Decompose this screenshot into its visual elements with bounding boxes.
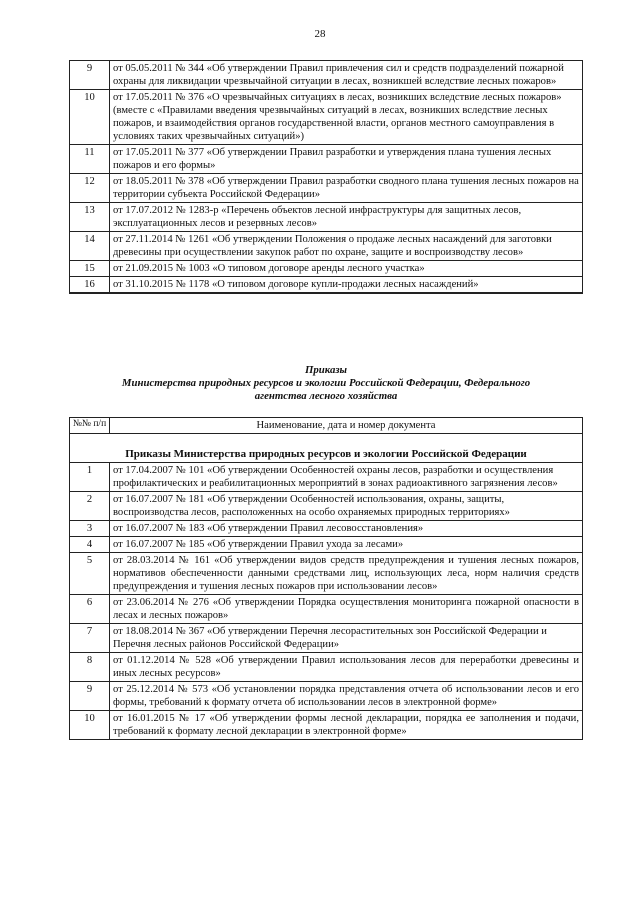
- document-title: от 01.12.2014 № 528 «Об утверждении Правил использования лесов для переработки древесины и иных лесных ресурсов»: [110, 653, 583, 682]
- row-number: 10: [70, 90, 110, 145]
- page-number: 28: [314, 28, 326, 40]
- heading-line: Министерства природных ресурсов и экологии Российской Федерации, Федерального: [121, 377, 531, 389]
- row-number: 9: [70, 682, 110, 711]
- column-header-name: Наименование, дата и номер документа: [110, 418, 583, 434]
- row-number: 4: [70, 537, 110, 553]
- document-title: от 16.07.2007 № 185 «Об утверждении Правил ухода за лесами»: [110, 537, 583, 553]
- table-row: [70, 232, 583, 261]
- row-number: 11: [70, 145, 110, 174]
- table-row: [70, 61, 583, 90]
- row-number: 15: [70, 261, 110, 277]
- table-row: [70, 277, 583, 294]
- row-number: 9: [70, 61, 110, 90]
- document-title: от 18.08.2014 № 367 «Об утверждении Перечня лесорастительных зон Российской Федерации и Перечня лесных районов Российской Федерации»: [110, 624, 583, 653]
- table-header-row: [70, 418, 583, 434]
- heading-line: Приказы: [304, 364, 348, 376]
- row-number: 12: [70, 174, 110, 203]
- row-number: 13: [70, 203, 110, 232]
- orders-section-heading: [69, 364, 583, 403]
- document-title: от 17.04.2007 № 101 «Об утверждении Особенностей охраны лесов, разработки и осуществления профилактических и реабилитационных мероприятий в зонах радиоактивного загрязнения лесов»: [110, 463, 583, 492]
- column-header-number: №№ п/п: [70, 418, 110, 434]
- ministry-orders-table: [69, 417, 583, 740]
- document-title: от 05.05.2011 № 344 «Об утверждении Правил привлечения сил и средств подразделений пожарной охраны для ликвидации чрезвычайной ситуации в лесах, возникшей вследствие лесных пожаров»: [110, 61, 583, 90]
- row-number: 16: [70, 277, 110, 294]
- row-number: 1: [70, 463, 110, 492]
- table-row: [70, 595, 583, 624]
- subsection-row: [70, 434, 583, 463]
- subsection-title: Приказы Министерства природных ресурсов и экологии Российской Федерации: [70, 434, 583, 463]
- table-row: [70, 521, 583, 537]
- document-title: от 16.07.2007 № 181 «Об утверждении Особенностей использования, охраны, защиты, воспроизводства лесов, расположенных на особо охраняемых природных территориях»: [110, 492, 583, 521]
- table-row: [70, 682, 583, 711]
- document-title: от 17.05.2011 № 376 «О чрезвычайных ситуациях в лесах, возникших вследствие лесных пожаров» (вместе с «Правилами введения чрезвычайных ситуаций в лесах, возникших вследствие лесных пожаров, и взаимодействия органов государственной власти, органов местного самоуправления в условиях таких чрезвычайных ситуаций»): [110, 90, 583, 145]
- table-row: [70, 553, 583, 595]
- row-number: 3: [70, 521, 110, 537]
- row-number: 7: [70, 624, 110, 653]
- document-title: от 21.09.2015 № 1003 «О типовом договоре аренды лесного участка»: [110, 261, 583, 277]
- document-title: от 17.05.2011 № 377 «Об утверждении Правил разработки и утверждения плана тушения лесных пожаров и его формы»: [110, 145, 583, 174]
- table-row: [70, 463, 583, 492]
- table-row: [70, 624, 583, 653]
- document-title: от 16.01.2015 № 17 «Об утверждении формы лесной декларации, порядка ее заполнения и подачи, требований к формату лесной декларации в электронной форме»: [110, 711, 583, 740]
- table-row: [70, 261, 583, 277]
- document-title: от 16.07.2007 № 183 «Об утверждении Правил лесовосстановления»: [110, 521, 583, 537]
- table-row: [70, 174, 583, 203]
- document-title: от 25.12.2014 № 573 «Об установлении порядка представления отчета об использовании лесов и его формы, требований к формату отчета об использовании лесов в электронной форме»: [110, 682, 583, 711]
- row-number: 14: [70, 232, 110, 261]
- table-row: [70, 90, 583, 145]
- table-row: [70, 711, 583, 740]
- document-title: от 27.11.2014 № 1261 «Об утверждении Положения о продаже лесных насаждений для заготовки древесины при осуществлении закупок работ по охране, защите и воспроизводству лесов»: [110, 232, 583, 261]
- table-row: [70, 537, 583, 553]
- table-row: [70, 492, 583, 521]
- document-title: от 17.07.2012 № 1283-р «Перечень объектов лесной инфраструктуры для защитных лесов, эксплуатационных лесов и резервных лесов»: [110, 203, 583, 232]
- document-title: от 31.10.2015 № 1178 «О типовом договоре купли-продажи лесных насаждений»: [110, 277, 583, 294]
- table-row: [70, 145, 583, 174]
- document-title: от 18.05.2011 № 378 «Об утверждении Правил разработки сводного плана тушения лесных пожаров на территории субъекта Российской Федерации»: [110, 174, 583, 203]
- table-row: [70, 203, 583, 232]
- row-number: 2: [70, 492, 110, 521]
- document-title: от 23.06.2014 № 276 «Об утверждении Порядка осуществления мониторинга пожарной опасности в лесах и лесных пожаров»: [110, 595, 583, 624]
- row-number: 8: [70, 653, 110, 682]
- table-row: [70, 653, 583, 682]
- document-title: от 28.03.2014 № 161 «Об утверждении видов средств предупреждения и тушения лесных пожаров, нормативов обеспеченности данными средствами лиц, использующих леса, норм наличия средств предупреждения и тушения лесных пожаров при использовании лесов»: [110, 553, 583, 595]
- row-number: 10: [70, 711, 110, 740]
- heading-line: агентства лесного хозяйства: [254, 390, 398, 402]
- row-number: 6: [70, 595, 110, 624]
- row-number: 5: [70, 553, 110, 595]
- government-decrees-table: [69, 60, 583, 294]
